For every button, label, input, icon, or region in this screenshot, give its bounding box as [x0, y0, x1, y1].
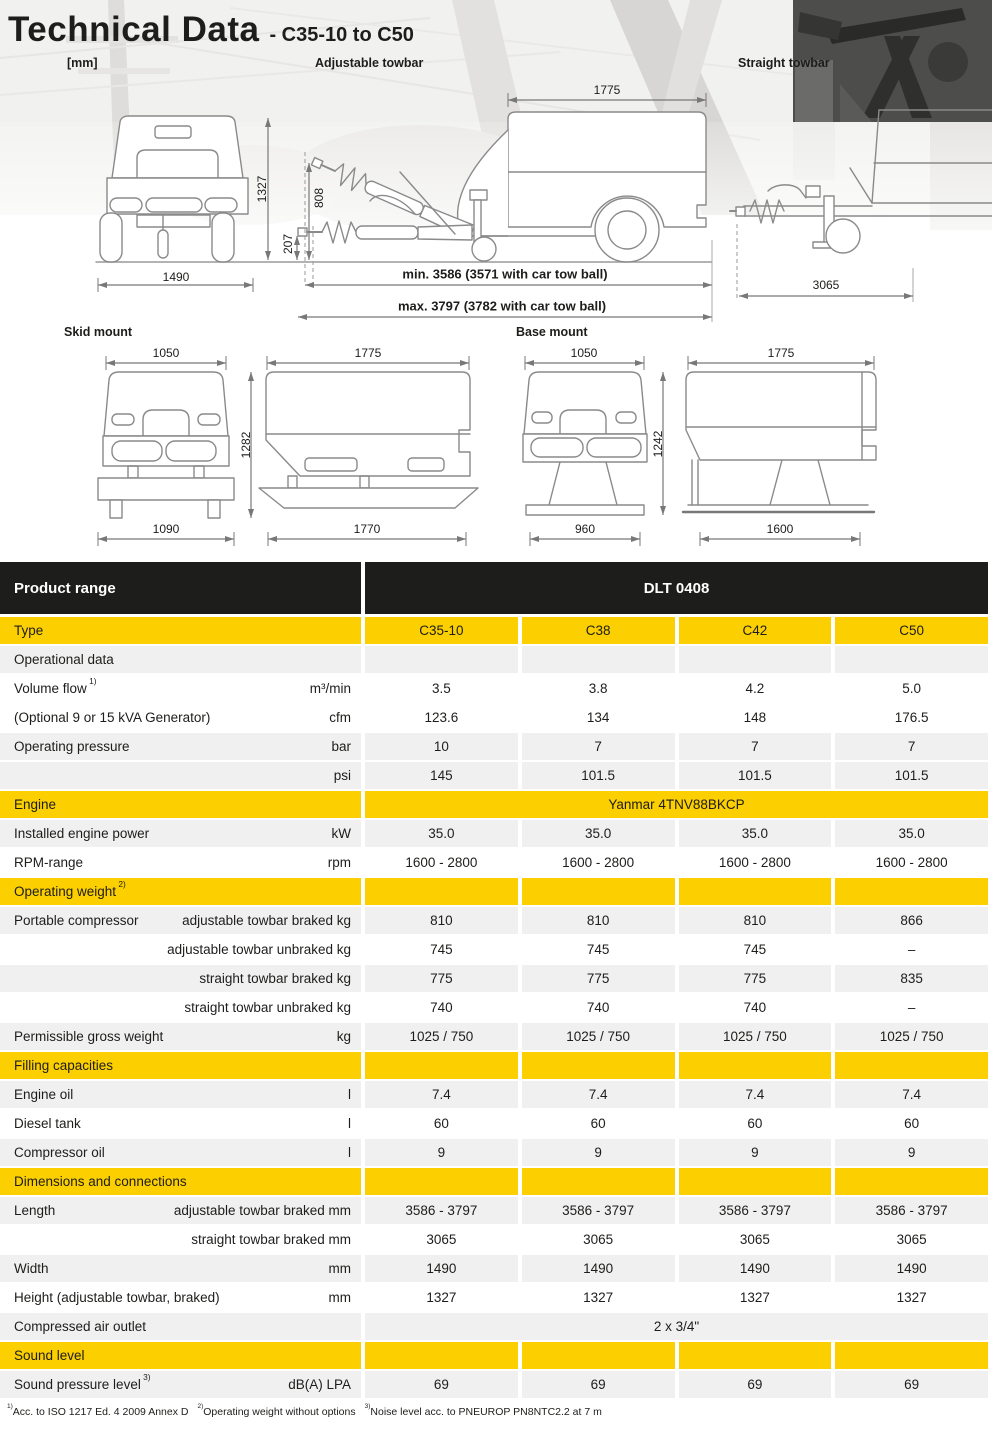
skid-mount-label: Skid mount: [64, 325, 133, 339]
value-cell: 176.5: [835, 704, 988, 731]
row-label: Installed engine power: [14, 826, 150, 841]
row-label-cell: [0, 1371, 361, 1398]
row-unit: dB(A) LPA: [288, 1377, 351, 1392]
row-label-cell: [0, 646, 361, 673]
type-label-cell: [0, 617, 361, 644]
value-cell: 1327: [679, 1284, 832, 1311]
value-cell: 3586 - 3797: [679, 1197, 832, 1224]
row-label: Permissible gross weight: [14, 1029, 164, 1044]
row-unit: mm: [328, 1290, 351, 1305]
dim-towbar-lowered: 207: [281, 233, 295, 255]
value-cell: 148: [679, 704, 832, 731]
value-cell: 69: [522, 1371, 675, 1398]
table-data-row: [0, 849, 992, 876]
section-empty-cell: [835, 878, 988, 905]
value-cell: 745: [365, 936, 518, 963]
row-label-cell: [0, 1023, 361, 1050]
row-label-cell: [0, 1110, 361, 1137]
table-data-row: [0, 965, 992, 992]
table-section-row: [0, 1342, 992, 1369]
row-label: Portable compressor: [14, 913, 139, 928]
section-empty-cell: [835, 1342, 988, 1369]
value-cell: 775: [679, 965, 832, 992]
value-cell: 69: [365, 1371, 518, 1398]
value-cell: 60: [365, 1110, 518, 1137]
row-unit: mm: [328, 1261, 351, 1276]
row-label-cell: [0, 791, 361, 818]
table-data-row: [0, 820, 992, 847]
value-cell: 9: [365, 1139, 518, 1166]
row-unit: cfm: [329, 710, 351, 725]
value-cell: 745: [679, 936, 832, 963]
value-cell: 1490: [679, 1255, 832, 1282]
row-label-cell: [0, 820, 361, 847]
product-range-value: DLT 0408: [365, 562, 988, 614]
row-label: RPM-range: [14, 855, 84, 870]
value-cell: 810: [365, 907, 518, 934]
value-cell: 123.6: [365, 704, 518, 731]
value-cell: 7: [835, 733, 988, 760]
value-cell: 7.4: [522, 1081, 675, 1108]
row-label-cell: [0, 1342, 361, 1369]
table-data-row: [0, 936, 992, 963]
row-label: Operating pressure: [14, 739, 130, 754]
table-data-row: [0, 907, 992, 934]
row-label-cell: [0, 1052, 361, 1079]
table-data-row: [0, 1313, 992, 1340]
row-label-cell: [0, 762, 361, 789]
value-cell: –: [835, 936, 988, 963]
value-cell: 9: [835, 1139, 988, 1166]
table-data-row: [0, 675, 992, 702]
table-data-row: [0, 704, 992, 731]
type-cell-c35-10: C35-10: [365, 617, 518, 644]
section-empty-cell: [522, 646, 675, 673]
section-empty-cell: [679, 1342, 832, 1369]
table-body: [0, 646, 992, 1398]
section-empty-cell: [679, 1168, 832, 1195]
value-cell: 3065: [365, 1226, 518, 1253]
product-range-label: Product range: [14, 579, 116, 597]
section-empty-cell: [679, 878, 832, 905]
value-cell: 7.4: [835, 1081, 988, 1108]
base-mount-label: Base mount: [516, 325, 588, 339]
footnote-text: Noise level acc. to PNEUROP PN8NTC2.2 at 7 m: [370, 1406, 602, 1418]
row-unit: bar: [331, 739, 351, 754]
dim-skid-height: 1282: [239, 431, 253, 459]
merged-value-cell: 2 x 3/4": [365, 1313, 988, 1340]
row-label: (Optional 9 or 15 kVA Generator): [14, 710, 211, 725]
dim-adjustable-top: 1775: [593, 83, 621, 97]
base-mount-drawing: [523, 372, 876, 515]
value-cell: 1327: [365, 1284, 518, 1311]
row-label: Compressor oil: [14, 1145, 105, 1160]
value-cell: 134: [522, 704, 675, 731]
value-cell: 3065: [522, 1226, 675, 1253]
type-header-row: [0, 617, 992, 644]
value-cell: 69: [679, 1371, 832, 1398]
dim-towbar-raised: 808: [312, 187, 326, 209]
row-label: Height (adjustable towbar, braked): [14, 1290, 220, 1305]
row-label-cell: [0, 936, 361, 963]
footnote-sup: 3): [364, 1402, 371, 1410]
row-label-cell: [0, 733, 361, 760]
row-label: Engine: [14, 797, 57, 812]
footnote-sup: 2): [197, 1402, 204, 1410]
table-section-row: [0, 1052, 992, 1079]
table-data-row: [0, 1226, 992, 1253]
product-range-header: [0, 562, 361, 614]
value-cell: 775: [365, 965, 518, 992]
table-data-row: [0, 762, 992, 789]
value-cell: 3586 - 3797: [522, 1197, 675, 1224]
table-data-row: [0, 1197, 992, 1224]
row-unit: straight towbar unbraked kg: [184, 1000, 351, 1015]
dim-front-height: 1327: [255, 175, 269, 203]
value-cell: 1600 - 2800: [522, 849, 675, 876]
row-unit: adjustable towbar braked kg: [182, 913, 351, 928]
value-cell: 35.0: [522, 820, 675, 847]
value-cell: 1327: [835, 1284, 988, 1311]
straight-towbar-label: Straight towbar: [738, 56, 830, 70]
value-cell: 35.0: [679, 820, 832, 847]
row-label-cell: [0, 675, 361, 702]
type-cell-c50: C50: [835, 617, 988, 644]
row-label-cell: [0, 1139, 361, 1166]
section-empty-cell: [522, 1052, 675, 1079]
section-empty-cell: [365, 1168, 518, 1195]
value-cell: 1025 / 750: [679, 1023, 832, 1050]
unit-note: [mm]: [67, 56, 98, 70]
table-data-row: [0, 1023, 992, 1050]
type-label: Type: [14, 623, 44, 638]
value-cell: 1600 - 2800: [679, 849, 832, 876]
value-cell: 5.0: [835, 675, 988, 702]
value-cell: 9: [522, 1139, 675, 1166]
value-cell: 1600 - 2800: [835, 849, 988, 876]
value-cell: 145: [365, 762, 518, 789]
row-label-cell: [0, 1226, 361, 1253]
value-cell: 3065: [679, 1226, 832, 1253]
dim-base-front-top: 1050: [570, 346, 598, 360]
table-section-row: [0, 878, 992, 905]
value-cell: 740: [679, 994, 832, 1021]
value-cell: 4.2: [679, 675, 832, 702]
table-header-row: [0, 562, 992, 614]
row-unit: adjustable towbar unbraked kg: [167, 942, 351, 957]
table-section-row: [0, 1168, 992, 1195]
value-cell: 1490: [365, 1255, 518, 1282]
row-label: Diesel tank: [14, 1116, 81, 1131]
value-cell: 1490: [522, 1255, 675, 1282]
value-cell: 775: [522, 965, 675, 992]
table-data-row: [0, 1081, 992, 1108]
row-label: Filling capacities: [14, 1058, 114, 1073]
value-cell: 1600 - 2800: [365, 849, 518, 876]
table-section-row: [0, 791, 992, 818]
dim-adjustable-min: min. 3586 (3571 with car tow ball): [402, 266, 608, 282]
adjustable-towbar-drawing: [298, 112, 706, 262]
section-empty-cell: [522, 878, 675, 905]
dim-base-side-bottom: 1600: [766, 522, 794, 536]
value-cell: 740: [365, 994, 518, 1021]
value-cell: 60: [679, 1110, 832, 1137]
value-cell: 810: [679, 907, 832, 934]
section-empty-cell: [835, 1052, 988, 1079]
row-label: Volume flow $^{1)}$: [14, 675, 97, 696]
row-label-cell: [0, 1168, 361, 1195]
value-cell: 1025 / 750: [522, 1023, 675, 1050]
value-cell: 3586 - 3797: [365, 1197, 518, 1224]
value-cell: 101.5: [522, 762, 675, 789]
row-unit: psi: [333, 768, 351, 783]
type-cell-c38: C38: [522, 617, 675, 644]
footnote-sup: 1): [7, 1402, 13, 1410]
row-unit: rpm: [327, 855, 351, 870]
footnote-text: Operating weight without options: [203, 1406, 356, 1418]
value-cell: 60: [835, 1110, 988, 1137]
value-cell: 7: [679, 733, 832, 760]
dim-base-front-bottom: 960: [574, 522, 596, 536]
value-cell: 810: [522, 907, 675, 934]
table-data-row: [0, 733, 992, 760]
table-data-row: [0, 1284, 992, 1311]
value-cell: 10: [365, 733, 518, 760]
value-cell: 69: [835, 1371, 988, 1398]
table-data-row: [0, 1255, 992, 1282]
dim-front-width: 1490: [162, 270, 190, 284]
row-label-cell: [0, 878, 361, 905]
row-label-cell: [0, 965, 361, 992]
row-label-cell: [0, 907, 361, 934]
value-cell: 7: [522, 733, 675, 760]
row-label: Sound level: [14, 1348, 85, 1363]
value-cell: 835: [835, 965, 988, 992]
table-data-row: [0, 1371, 992, 1398]
type-cell-c42: C42: [679, 617, 832, 644]
value-cell: 9: [679, 1139, 832, 1166]
value-cell: 35.0: [365, 820, 518, 847]
row-label: Sound pressure level $^{3)}$: [14, 1371, 151, 1392]
row-label-cell: [0, 1255, 361, 1282]
row-label-cell: [0, 1081, 361, 1108]
skid-mount-drawing: [98, 372, 478, 518]
value-cell: 3.5: [365, 675, 518, 702]
row-label: Operating weight $^{2)}$: [14, 878, 126, 899]
row-unit: m³/min: [309, 681, 351, 696]
row-unit: straight towbar braked kg: [199, 971, 351, 986]
value-cell: 7.4: [365, 1081, 518, 1108]
value-cell: 1490: [835, 1255, 988, 1282]
front-view-drawing: [100, 116, 248, 262]
value-cell: 3.8: [522, 675, 675, 702]
dim-base-side-top: 1775: [767, 346, 795, 360]
row-label: Dimensions and connections: [14, 1174, 187, 1189]
dim-adjustable-max: max. 3797 (3782 with car tow ball): [397, 298, 607, 314]
section-empty-cell: [365, 1052, 518, 1079]
row-unit: l: [348, 1087, 351, 1102]
value-cell: 740: [522, 994, 675, 1021]
row-unit: kg: [336, 1029, 351, 1044]
dim-skid-side-bottom: 1770: [353, 522, 381, 536]
section-empty-cell: [365, 1342, 518, 1369]
section-empty-cell: [365, 646, 518, 673]
row-label: Operational data: [14, 652, 114, 667]
section-empty-cell: [522, 1168, 675, 1195]
page-subtitle: - C35-10 to C50: [269, 24, 414, 46]
table-data-row: [0, 994, 992, 1021]
section-empty-cell: [679, 646, 832, 673]
value-cell: 7.4: [679, 1081, 832, 1108]
row-label-cell: [0, 1197, 361, 1224]
row-unit: straight towbar braked mm: [191, 1232, 351, 1247]
row-unit: l: [348, 1116, 351, 1131]
table-data-row: [0, 1139, 992, 1166]
value-cell: –: [835, 994, 988, 1021]
page-title: Technical Data: [8, 10, 260, 49]
row-label: Width: [14, 1261, 49, 1276]
section-empty-cell: [522, 1342, 675, 1369]
page-header: [8, 10, 414, 50]
row-label-cell: [0, 1313, 361, 1340]
dim-straight-length: 3065: [812, 278, 840, 292]
row-label-cell: [0, 994, 361, 1021]
adjustable-towbar-label: Adjustable towbar: [315, 56, 424, 70]
table-data-row: [0, 1110, 992, 1137]
value-cell: 35.0: [835, 820, 988, 847]
dim-skid-side-top: 1775: [354, 346, 382, 360]
value-cell: 3586 - 3797: [835, 1197, 988, 1224]
footnote-text: Acc. to ISO 1217 Ed. 4 2009 Annex D: [12, 1406, 189, 1418]
spec-table: [0, 562, 992, 1400]
row-unit: kW: [331, 826, 351, 841]
value-cell: 101.5: [835, 762, 988, 789]
row-label-cell: [0, 849, 361, 876]
section-empty-cell: [365, 878, 518, 905]
value-cell: 3065: [835, 1226, 988, 1253]
table-section-row: [0, 646, 992, 673]
row-unit: adjustable towbar braked mm: [173, 1203, 351, 1218]
footnotes: [7, 1402, 611, 1418]
value-cell: 1025 / 750: [365, 1023, 518, 1050]
merged-value-cell: Yanmar 4TNV88BKCP: [365, 791, 988, 818]
value-cell: 101.5: [679, 762, 832, 789]
value-cell: 866: [835, 907, 988, 934]
value-cell: 60: [522, 1110, 675, 1137]
row-label: Engine oil: [14, 1087, 74, 1102]
row-label: Length: [14, 1203, 56, 1218]
row-label: Compressed air outlet: [14, 1319, 147, 1334]
value-cell: 745: [522, 936, 675, 963]
dim-base-height: 1242: [651, 430, 665, 458]
section-empty-cell: [835, 646, 988, 673]
dim-skid-front-bottom: 1090: [152, 522, 180, 536]
value-cell: 1327: [522, 1284, 675, 1311]
row-label-cell: [0, 704, 361, 731]
row-unit: l: [348, 1145, 351, 1160]
straight-towbar-drawing: [730, 110, 992, 253]
row-label-cell: [0, 1284, 361, 1311]
section-empty-cell: [679, 1052, 832, 1079]
section-empty-cell: [835, 1168, 988, 1195]
dim-skid-front-top: 1050: [152, 346, 180, 360]
value-cell: 1025 / 750: [835, 1023, 988, 1050]
